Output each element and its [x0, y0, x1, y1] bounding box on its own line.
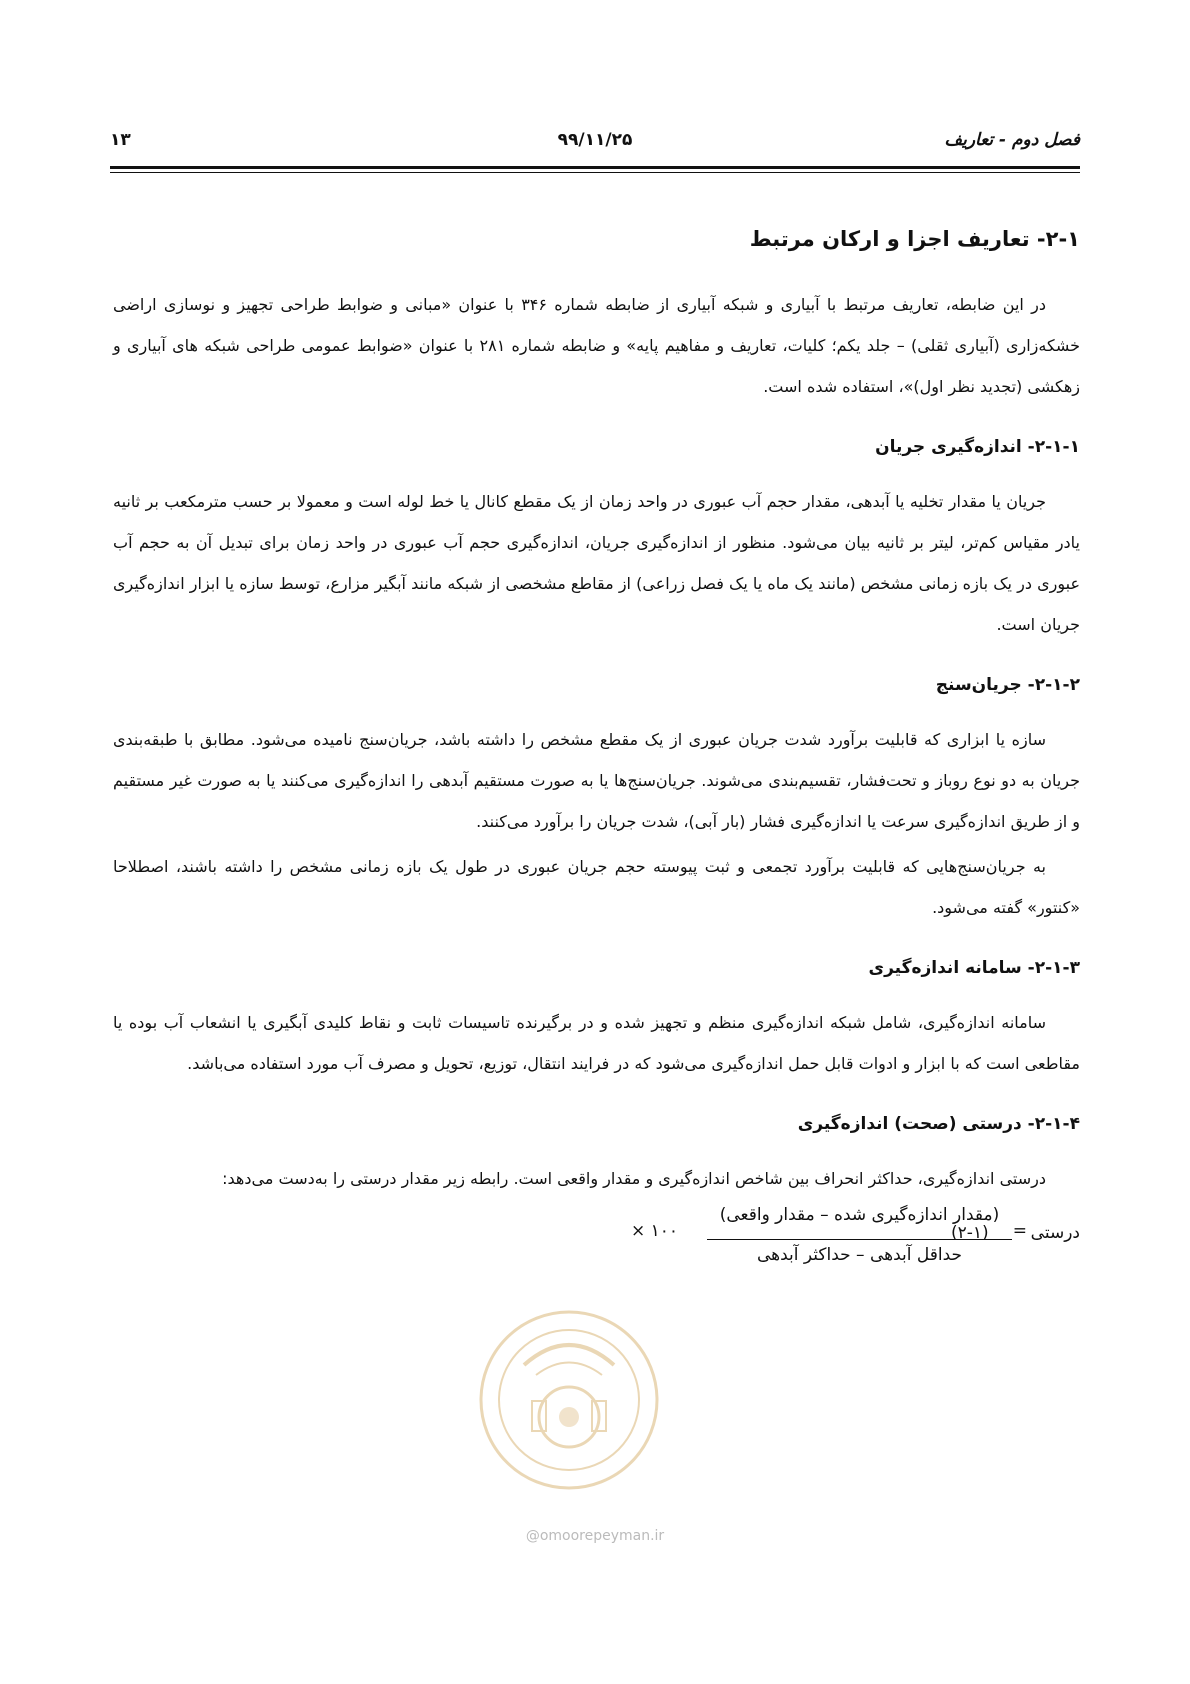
- header-date: ۹۹/۱۱/۲۵: [557, 130, 633, 150]
- subsection-title-3: ۲-۱-۳- سامانه اندازه‌گیری: [868, 958, 1080, 978]
- chapter-title: فصل دوم - تعاریف: [944, 130, 1080, 150]
- page-header: [110, 130, 1080, 156]
- header-rule-thin: [110, 172, 1080, 173]
- equation-number: (۲-۱): [951, 1223, 989, 1243]
- formula-numerator: (مقدار اندازه‌گیری شده – مقدار واقعی): [719, 1205, 1000, 1225]
- subsection-title-4: ۲-۱-۴- درستی (صحت) اندازه‌گیری: [797, 1114, 1080, 1134]
- paragraph: جریان یا مقدار تخلیه یا آبدهی، مقدار حجم آب عبوری در واحد زمان از یک مقطع کانال یا خط لوله است و معمولا بر حسب مترمکعب بر ثانیه یادر مقیاس کم‌تر، لیتر بر ثانیه بیان می‌شود. منظور از اندازه‌گیری جریان، اندازه‌گیری حجم آب عبوری در واحد زمان برای تبدیل آن به حجم آب عبوری در یک بازه زمانی مشخص (مانند یک ماه یا یک فصل زراعی) از مقاطع مشخصی از شبکه مانند آبگیر مزارع، توسط سازه یا ابزار اندازه‌گیری جریان است.: [113, 492, 1080, 634]
- watermark-stamp-logo: [474, 1305, 664, 1495]
- section-intro: در این ضابطه، تعاریف مرتبط با آبیاری و شبکه آبیاری از ضابطه شماره ۳۴۶ با عنوان «مبانی و ضوابط طراحی تجهیز و نوسازی اراضی خشکه‌زاری (آبیاری ثقلی) – جلد یکم؛ کلیات، تعاریف و مفاهیم پایه» و ضابطه شماره ۲۸۱ با عنوان «ضوابط عمومی طراحی شبکه های آبیاری و زهکشی (تجدید نظر اول)»، استفاده شده است.: [113, 295, 1080, 396]
- formula-multiplier: × ۱۰۰: [630, 1221, 678, 1241]
- page-number: ۱۳: [110, 130, 131, 150]
- page-content: [113, 210, 1080, 1285]
- header-rule-thick: [110, 166, 1080, 169]
- subsection-title-1: ۲-۱-۱- اندازه‌گیری جریان: [875, 437, 1080, 457]
- formula-lhs: درستی: [1030, 1223, 1080, 1243]
- accuracy-formula: [113, 1205, 1080, 1285]
- section-title: ۲-۱- تعاریف اجزا و ارکان مرتبط: [749, 227, 1080, 251]
- watermark-url: @omoorepeyman.ir: [525, 1528, 665, 1544]
- subsection-title-2: ۲-۱-۲- جریان‌سنج: [935, 675, 1080, 695]
- paragraph: سازه یا ابزاری که قابلیت برآورد شدت جریان عبوری از یک مقطع مشخص را داشته باشد، جریان‌سنج نامیده می‌شود. مطابق با طبقه‌بندی جریان به دو نوع روباز و تحت‌فشار، تقسیم‌بندی می‌شوند. جریان‌سنج‌ها یا به صورت مستقیم آبدهی را اندازه‌گیری می‌کنند یا به صورت غیر مستقیم و از طریق اندازه‌گیری سرعت یا اندازه‌گیری فشار (بار آبی)، شدت جریان را برآورد می‌کنند.: [113, 730, 1080, 831]
- paragraph: سامانه اندازه‌گیری، شامل شبکه اندازه‌گیری منظم و تجهیز شده و در برگیرنده تاسیسات ثابت و نقاط کلیدی آبگیری یا انشعاب آب بوده یا مقاطعی است که با ابزار و ادوات قابل حمل اندازه‌گیری می‌شود که در فرایند انتقال، توزیع، تحویل و مصرف آب مورد استفاده می‌باشد.: [113, 1013, 1080, 1073]
- paragraph: درستی اندازه‌گیری، حداکثر انحراف بین شاخص اندازه‌گیری و مقدار واقعی است. رابطه زیر مقدار درستی را به‌دست می‌دهد:: [222, 1169, 1046, 1188]
- formula-denominator: حداقل آبدهی – حداکثر آبدهی: [756, 1245, 963, 1265]
- formula-equals: =: [1012, 1221, 1027, 1241]
- paragraph: به جریان‌سنج‌هایی که قابلیت برآورد تجمعی و ثبت پیوسته حجم جریان عبوری در طول یک بازه زمانی مشخص را داشته باشند، اصطلاحا «کنتور» گفته می‌شود.: [113, 857, 1080, 917]
